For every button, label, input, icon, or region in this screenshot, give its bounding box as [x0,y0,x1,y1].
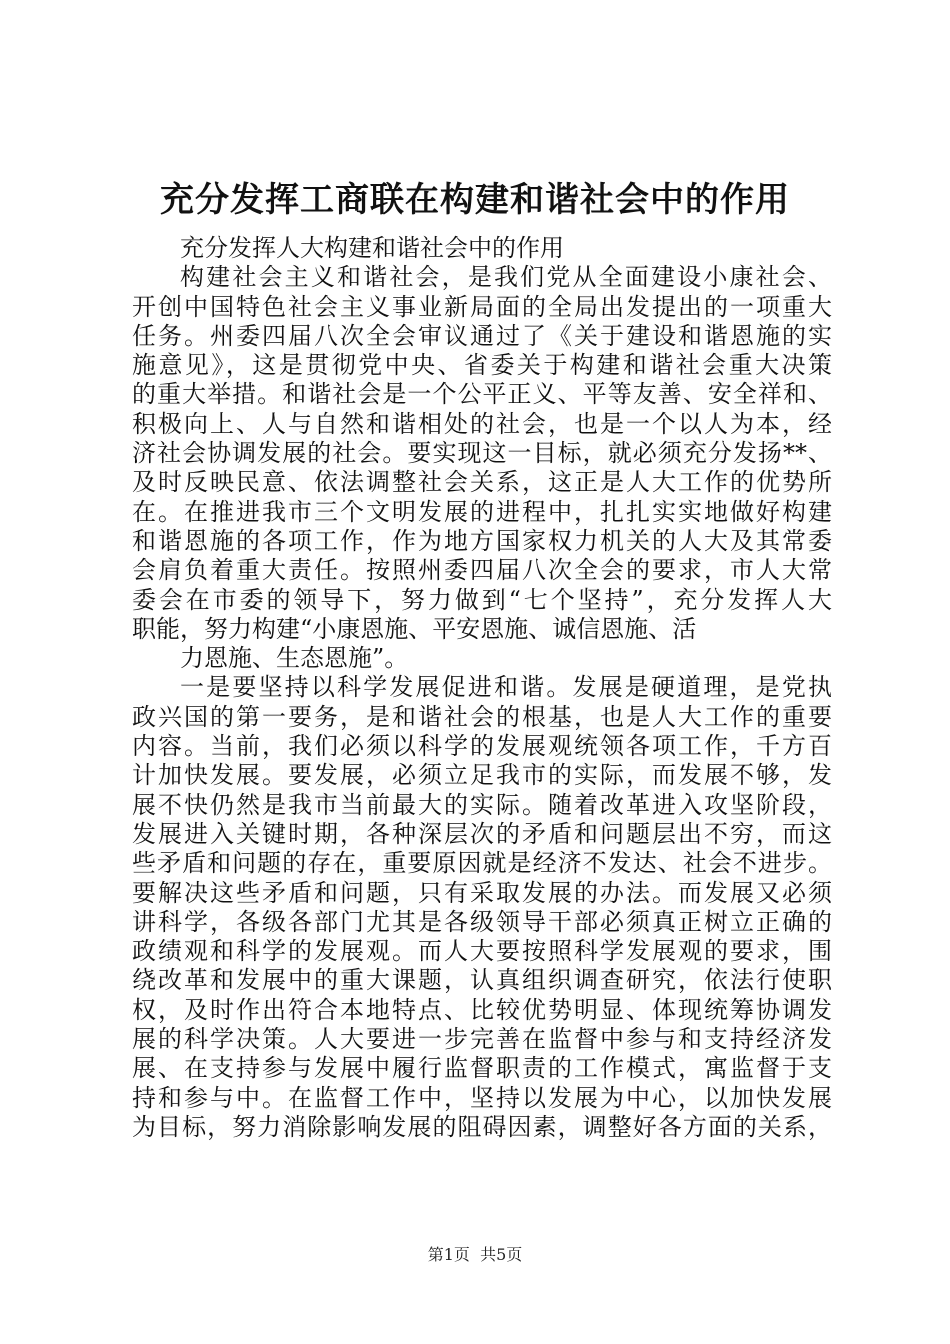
text-line: 及时反映民意、依法调整社会关系，这正是人大工作的优势所 [132,468,832,497]
text-line: 为目标，努力消除影响发展的阻碍因素，调整好各方面的关系， [132,1112,832,1141]
text-line: 委会在市委的领导下，努力做到“七个坚持”，充分发挥人大 [132,585,832,614]
text-line: 权，及时作出符合本地特点、比较优势明显、体现统筹协调发 [132,995,832,1024]
text-line: 济社会协调发展的社会。要实现这一目标，就必须充分发扬**、 [132,439,832,468]
document-body [132,234,832,1142]
text-line: 些矛盾和问题的存在，重要原因就是经济不发达、社会不进步。 [132,849,832,878]
text-line: 政兴国的第一要务，是和谐社会的根基，也是人大工作的重要 [132,702,832,731]
text-line: 发展进入关键时期，各种深层次的矛盾和问题层出不穷，而这 [132,819,832,848]
text-line: 开创中国特色社会主义事业新局面的全局出发提出的一项重大 [132,292,832,321]
text-line: 施意见》，这是贯彻党中央、省委关于构建和谐社会重大决策 [132,351,832,380]
text-line: 和谐恩施的各项工作，作为地方国家权力机关的人大及其常委 [132,526,832,555]
text-line: 任务。州委四届八次全会审议通过了《关于建设和谐恩施的实 [132,321,832,350]
text-line: 绕改革和发展中的重大课题，认真组织调查研究，依法行使职 [132,966,832,995]
text-line: 内容。当前，我们必须以科学的发展观统领各项工作，千方百 [132,732,832,761]
text-line: 充分发挥人大构建和谐社会中的作用 [180,234,564,262]
text-line: 职能，努力构建“小康恩施、平安恩施、诚信恩施、活 [132,614,697,643]
page-total: 共5页 [480,1245,523,1264]
text-line: 在。在推进我市三个文明发展的进程中，扎扎实实地做好构建 [132,497,832,526]
page-footer [0,1244,950,1266]
text-line: 展不快仍然是我市当前最大的实际。随着改革进入攻坚阶段， [132,790,832,819]
text-line: 展的科学决策。人大要进一步完善在监督中参与和支持经济发 [132,1025,832,1054]
text-line: 要解决这些矛盾和问题，只有采取发展的办法。而发展又必须 [132,878,832,907]
text-line: 计加快发展。要发展，必须立足我市的实际，而发展不够，发 [132,761,832,790]
text-line: 一是要坚持以科学发展促进和谐。发展是硬道理，是党执 [180,673,832,702]
text-line: 展、在支持参与发展中履行监督职责的工作模式，寓监督于支 [132,1054,832,1083]
text-line: 政绩观和科学的发展观。而人大要按照科学发展观的要求，围 [132,937,832,966]
page-number: 第1页 [427,1245,470,1264]
text-line: 讲科学，各级各部门尤其是各级领导干部必须真正树立正确的 [132,907,832,936]
text-line: 会肩负着重大责任。按照州委四届八次全会的要求，市人大常 [132,556,832,585]
text-line: 构建社会主义和谐社会，是我们党从全面建设小康社会、 [180,263,832,292]
text-line: 的重大举措。和谐社会是一个公平正义、平等友善、安全祥和、 [132,380,832,409]
text-line: 积极向上、人与自然和谐相处的社会，也是一个以人为本，经 [132,409,832,438]
document-title: 充分发挥工商联在构建和谐社会中的作用 [160,180,790,220]
text-line: 力恩施、生态恩施”。 [180,644,409,673]
text-line: 持和参与中。在监督工作中，坚持以发展为中心，以加快发展 [132,1083,832,1112]
